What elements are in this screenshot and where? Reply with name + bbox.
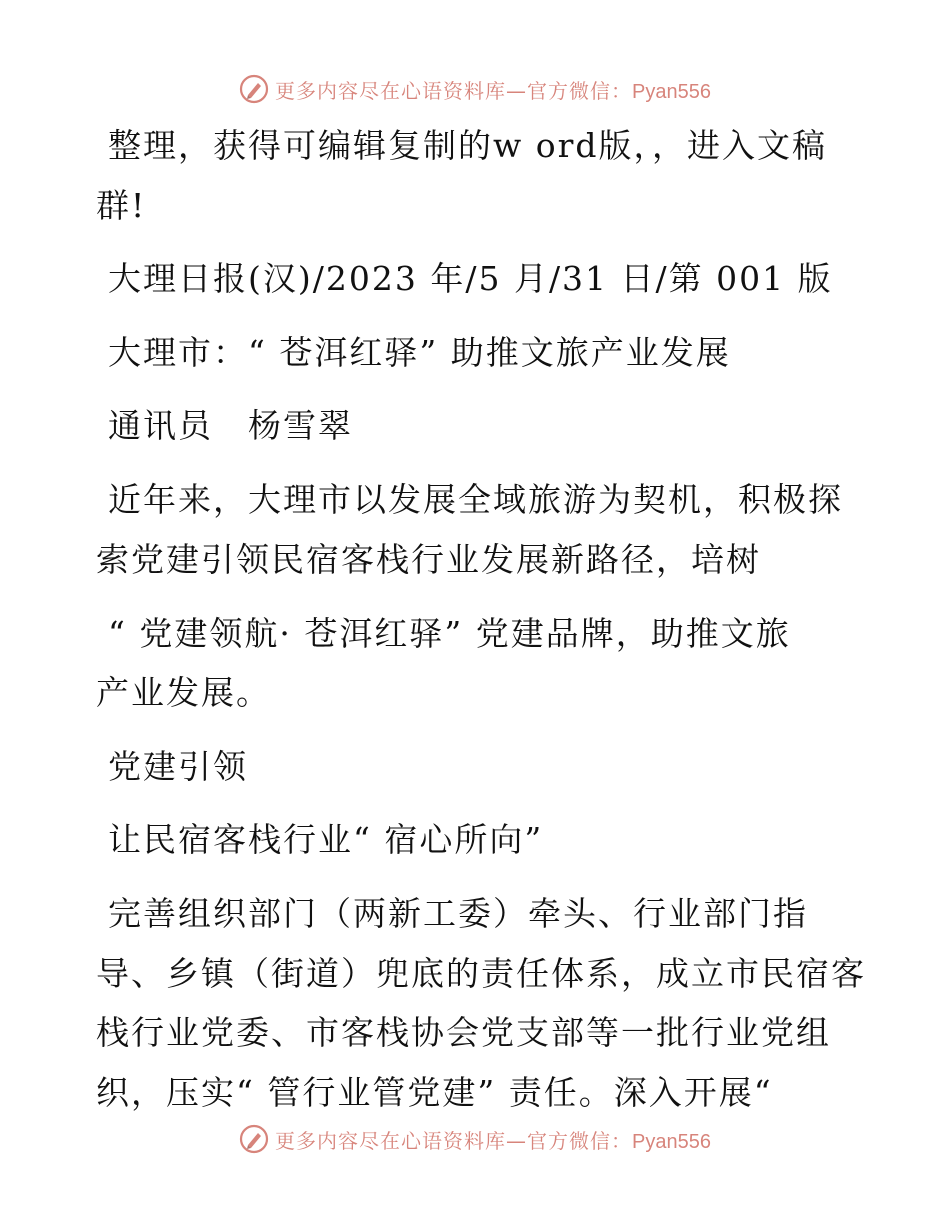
- body-line-13: 导、乡镇（街道）兜底的责任体系，成立市民宿客: [96, 954, 866, 993]
- watermark-account: Pyan556: [632, 1130, 711, 1153]
- body-line-15: 织，压实“ 管行业管党建” 责任。深入开展“: [96, 1073, 773, 1112]
- pen-logo-icon: [239, 1124, 269, 1154]
- body-line-14: 栈行业党委、市客栈协会党支部等一批行业党组: [96, 1013, 831, 1052]
- watermark-text: [275, 1125, 711, 1154]
- section-subheading: 让民宿客栈行业“ 宿心所向”: [108, 820, 544, 859]
- byline: 通讯员 杨雪翠: [108, 406, 353, 445]
- watermark-account: Pyan556: [632, 80, 711, 103]
- watermark-label: 更多内容尽在心语资料库—官方微信：: [275, 1128, 633, 1153]
- body-line-12: 完善组织部门（两新工委）牵头、行业部门指: [108, 894, 808, 933]
- body-line-2: 群!: [96, 186, 147, 225]
- section-heading: 党建引领: [108, 747, 248, 786]
- watermark-footer: [0, 1124, 950, 1154]
- body-line-7: 索党建引领民宿客栈行业发展新路径，培树: [96, 540, 761, 579]
- body-line-6: 近年来，大理市以发展全域旅游为契机，积极探: [108, 480, 843, 519]
- body-line-9: 产业发展。: [96, 673, 271, 712]
- body-line-1: 整理，获得可编辑复制的w ord版，，进入文稿: [108, 126, 828, 165]
- watermark-text: [275, 75, 711, 104]
- dateline: 大理日报(汉)/2023 年/5 月/31 日/第 001 版: [108, 259, 833, 298]
- pen-logo-icon: [239, 74, 269, 104]
- body-line-8: “ 党建领航· 苍洱红驿” 党建品牌，助推文旅: [108, 614, 791, 653]
- watermark-label: 更多内容尽在心语资料库—官方微信：: [275, 78, 633, 103]
- article-title: 大理市：“ 苍洱红驿” 助推文旅产业发展: [108, 333, 731, 372]
- watermark-header: [0, 74, 950, 104]
